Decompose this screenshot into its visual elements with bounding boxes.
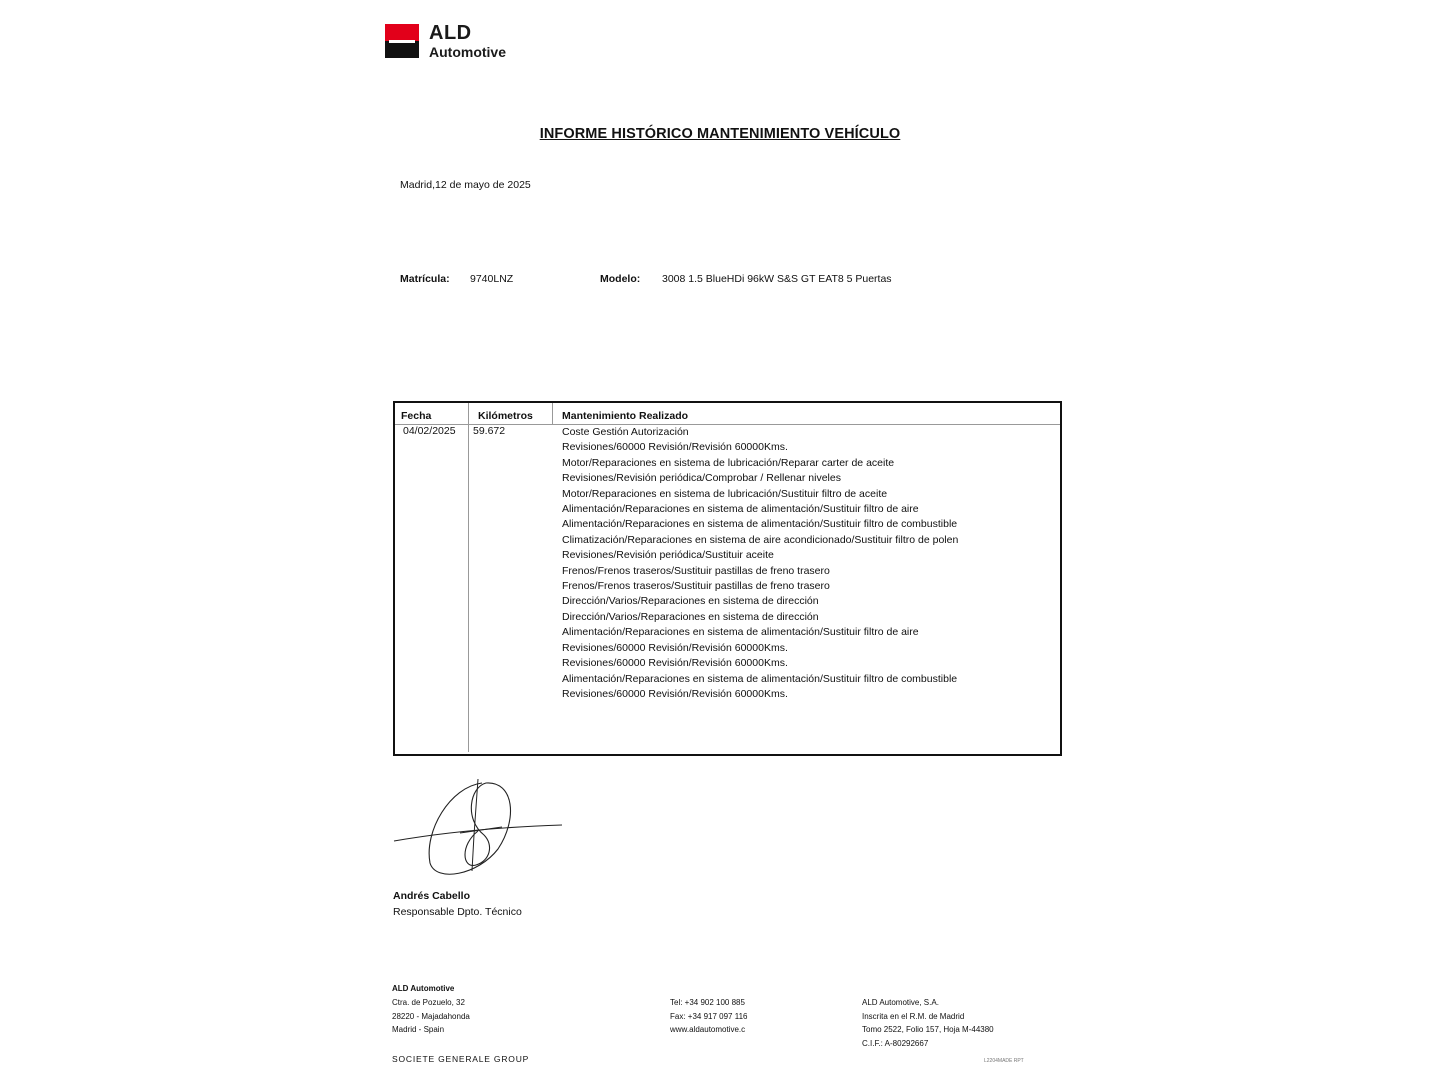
footer-website: www.aldautomotive.c (670, 1025, 746, 1034)
list-item: Revisiones/Revisión periódica/Sustituir aceite (562, 549, 774, 562)
footer-legal-line: Inscrita en el R.M. de Madrid (862, 1011, 965, 1021)
signatory-role: Responsable Dpto. Técnico (393, 906, 522, 918)
maintenance-items-list (562, 425, 982, 702)
list-item: Revisiones/60000 Revisión/Revisión 60000Kms. (562, 641, 788, 654)
list-item: Dirección/Varios/Reparaciones en sistema de dirección (562, 610, 819, 623)
footer-group-name: SOCIETE GENERALE GROUP (392, 1054, 530, 1064)
footer-address-line: Madrid - Spain (392, 1025, 445, 1034)
table-header-fecha: Fecha (401, 410, 432, 422)
signatory-name: Andrés Cabello (393, 890, 471, 902)
list-item: Revisiones/60000 Revisión/Revisión 60000Kms. (562, 687, 788, 700)
modelo-value: 3008 1.5 BlueHDi 96kW S&S GT EAT8 5 Puertas (662, 273, 892, 285)
footer-address-line: Ctra. de Pozuelo, 32 (392, 998, 465, 1007)
footer-address-line: 28220 - Majadahonda (392, 1011, 470, 1021)
logo-white-bar (389, 40, 415, 43)
matricula-label: Matrícula: (400, 273, 450, 285)
list-item: Alimentación/Reparaciones en sistema de alimentación/Sustituir filtro de combustible (562, 672, 958, 685)
list-item: Revisiones/60000 Revisión/Revisión 60000Kms. (562, 657, 788, 670)
table-column-divider (468, 403, 469, 752)
modelo-label: Modelo: (600, 273, 641, 285)
footer-legal-line: Tomo 2522, Folio 157, Hoja M-44380 (862, 1025, 994, 1034)
list-item: Coste Gestión Autorización (562, 426, 689, 438)
footer-contact (670, 996, 747, 1037)
footer-address (392, 996, 470, 1037)
list-item: Alimentación/Reparaciones en sistema de alimentación/Sustituir filtro de combustible (562, 518, 958, 531)
matricula-value: 9740LNZ (470, 273, 514, 285)
table-header-divider (552, 403, 553, 425)
footer-legal-line: C.I.F.: A-80292667 (862, 1038, 929, 1048)
footer-legal-line: ALD Automotive, S.A. (862, 998, 939, 1007)
list-item: Frenos/Frenos traseros/Sustituir pastillas de freno trasero (562, 580, 830, 593)
table-cell-fecha: 04/02/2025 (403, 425, 456, 437)
logo-red-square (385, 24, 419, 41)
handwritten-signature (390, 775, 570, 885)
logo-text-ald: ALD (429, 22, 472, 44)
list-item: Climatización/Reparaciones en sistema de aire acondicionado/Sustituir filtro de polen (562, 533, 959, 546)
table-cell-kilometros: 59.672 (473, 425, 506, 437)
list-item: Frenos/Frenos traseros/Sustituir pastillas de freno trasero (562, 564, 830, 577)
footer-legal-info (862, 996, 994, 1050)
document-title: INFORME HISTÓRICO MANTENIMIENTO VEHÍCULO (539, 126, 901, 142)
footer-document-code: L2204MADE RPT (984, 1058, 1024, 1064)
list-item: Revisiones/Revisión periódica/Comprobar / Rellenar niveles (562, 472, 841, 485)
ald-logo-mark (385, 24, 419, 58)
footer-fax: Fax: +34 917 097 116 (670, 1011, 748, 1021)
table-header-mantenimiento: Mantenimiento Realizado (562, 410, 689, 422)
document-date: Madrid,12 de mayo de 2025 (400, 179, 531, 191)
list-item: Motor/Reparaciones en sistema de lubricación/Reparar carter de aceite (562, 456, 895, 469)
footer-company-name: ALD Automotive (392, 984, 455, 993)
list-item: Revisiones/60000 Revisión/Revisión 60000Kms. (562, 441, 788, 454)
list-item: Dirección/Varios/Reparaciones en sistema de dirección (562, 595, 819, 608)
table-header-kilometros: Kilómetros (478, 410, 533, 422)
list-item: Alimentación/Reparaciones en sistema de alimentación/Sustituir filtro de aire (562, 503, 919, 516)
list-item: Motor/Reparaciones en sistema de lubricación/Sustituir filtro de aceite (562, 487, 888, 500)
logo-text-automotive: Automotive (429, 44, 506, 60)
footer-phone: Tel: +34 902 100 885 (670, 998, 745, 1007)
list-item: Alimentación/Reparaciones en sistema de alimentación/Sustituir filtro de aire (562, 626, 919, 639)
